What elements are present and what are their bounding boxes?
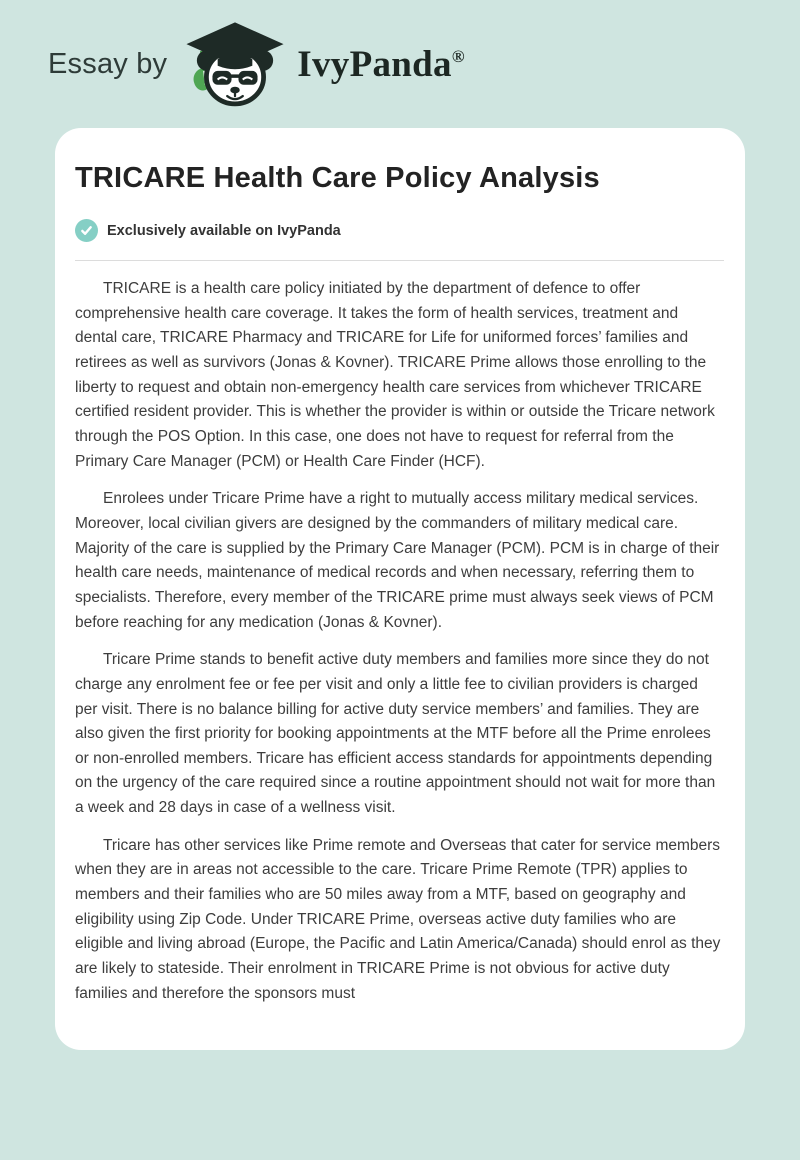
essay-by-label: Essay by <box>48 47 168 80</box>
check-badge <box>75 219 98 242</box>
availability-row <box>75 219 724 242</box>
brand-name: IvyPanda® <box>297 43 465 85</box>
page-title: TRICARE Health Care Policy Analysis <box>75 162 600 194</box>
essay-card <box>55 128 745 1050</box>
paragraph-2: Enrolees under Tricare Prime have a right to mutually access military medical services. Moreover, local civilian givers are designed by the commanders of military medical care. Majority of the care is supplied by the Primary Care Manager (PCM). PCM is in charge of their health care needs, maintenance of medical records and when necessary, referring them to specialists. Therefore, every member of the TRICARE prime must always seek views of PCM before reaching for any medication (Jonas & Kovner). <box>75 490 720 631</box>
site-header <box>0 0 800 128</box>
ivypanda-logo-link[interactable] <box>183 20 465 108</box>
divider <box>75 260 724 261</box>
paragraph-1: TRICARE is a health care policy initiated by the department of defence to offer comprehensive health care coverage. It takes the form of health services, treatment and dental care, TRICARE Pharmacy and TRICARE for Life for uniformed forces’ families and retirees as well as survivors (Jonas & Kovner). TRICARE Prime allows those enrolling to the liberty to request and obtain non-emergency health care services from whichever TRICARE certified resident provider. This is whether the provider is within or outside the Tricare network through the POS Option. In this case, one does not have to request for referral from the Primary Care Manager (PCM) or Health Care Finder (HCF). <box>75 280 715 470</box>
check-icon <box>80 224 93 237</box>
registered-trademark: ® <box>451 46 465 66</box>
paragraph-3: Tricare Prime stands to benefit active duty members and families more since they do not charge any enrolment fee or fee per visit and only a little fee to civilian providers is charged per visit. There is no balance billing for active duty service members’ and families. They are also given the first priority for booking appointments at the MTF before all the Prime enrolees or non-enrolled members. Tricare has efficient access standards for appointments depending on the urgency of the care required since a routine appointment should not wait for more than a week and 28 days in case of a wellness visit. <box>75 651 716 817</box>
glasses-bridge <box>230 74 240 77</box>
panda-graduate-icon <box>183 20 287 108</box>
availability-label: Exclusively available on IvyPanda <box>107 222 341 239</box>
paragraph-4: Tricare has other services like Prime remote and Overseas that cater for service members when they are in areas not accessible to the care. Tricare Prime Remote (TPR) applies to members and their families who are 50 miles away from a MTF, based on geography and eligibility using Zip Code. Under TRICARE Prime, overseas active duty families who are eligible and living abroad (Europe, the Pacific and Latin America/Canada) should enrol as they are likely to stateside. Their enrolment in TRICARE Prime is not obvious for active duty families and therefore the sponsors must <box>75 836 721 1002</box>
essay-body <box>75 277 724 1006</box>
